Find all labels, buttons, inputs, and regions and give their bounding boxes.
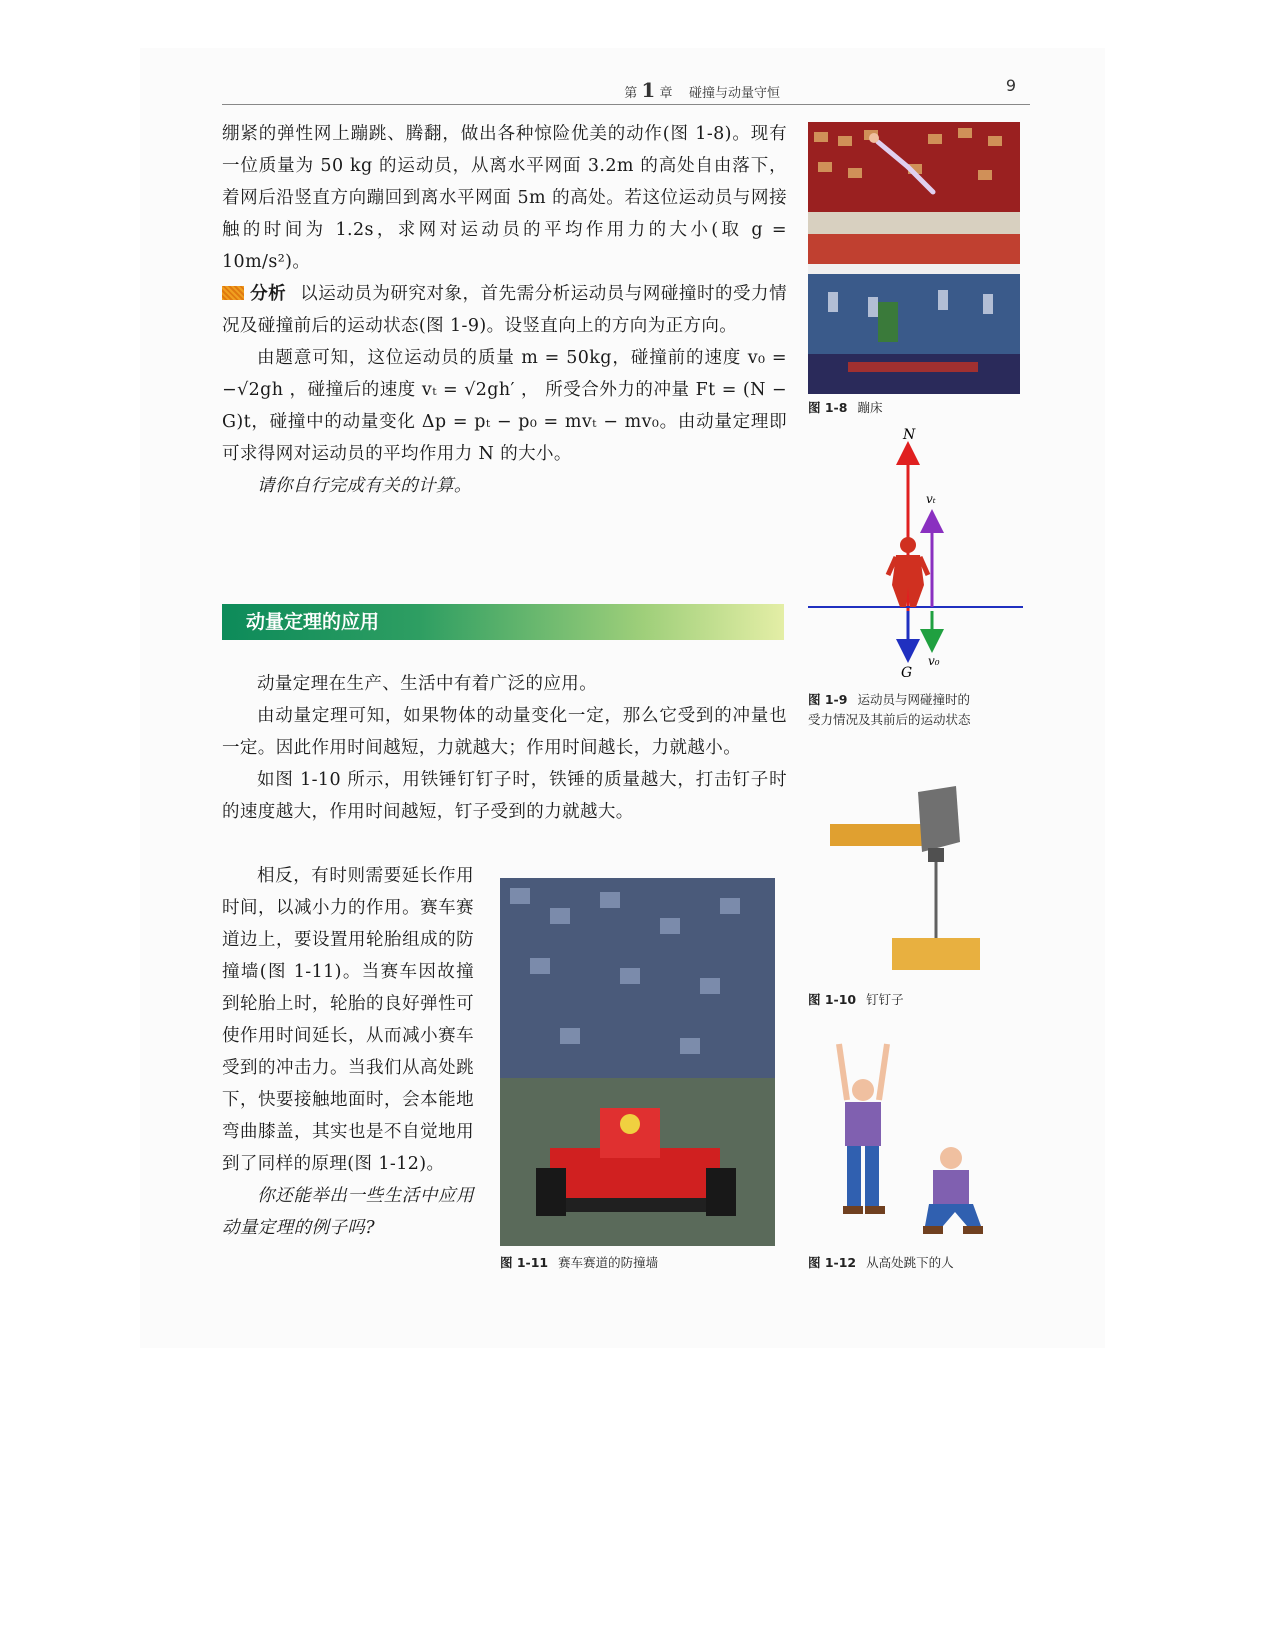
figure-title: 钉钉子	[866, 992, 904, 1007]
figure-title: 从高处跳下的人	[866, 1255, 954, 1270]
analysis-label: 分析	[250, 284, 287, 304]
analysis-marker-icon	[222, 286, 244, 300]
paragraph-problem: 绷紧的弹性网上蹦跳、腾翻，做出各种惊险优美的动作(图 1-8)。现有一位质量为 50 kg 的运动员，从离水平网面 3.2m 的高处自由落下，着网后沿竖直方向蹦回到离水平网面 5m 的高处。若这位运动员与网接触的时间为 1.2s，求网对运动员的平均作用力的大小(取 g = 10m/s²)。	[222, 124, 787, 272]
section-title-banner: 动量定理的应用	[222, 604, 784, 640]
chapter-suffix: 章	[659, 86, 673, 101]
section-paragraph-2: 由动量定理可知，如果物体的动量变化一定，那么它受到的冲量也一定。因此作用时间越短，力就越大；作用时间越长，力就越小。	[222, 706, 787, 758]
figure-number: 图 1-11	[500, 1255, 549, 1270]
crouching-person	[923, 1147, 983, 1234]
velocity-label-v0: v₀	[928, 654, 940, 668]
figure-caption-1-10	[808, 990, 904, 1010]
velocity-label-vt: vₜ	[926, 492, 936, 506]
chapter-heading	[624, 78, 780, 102]
force-label-N: N	[903, 427, 916, 443]
section-text	[222, 668, 787, 828]
chapter-title: 碰撞与动量守恒	[688, 86, 780, 101]
standing-person	[839, 1044, 887, 1214]
page-number: 9	[1005, 76, 1016, 95]
paragraph-exercise: 请你自行完成有关的计算。	[257, 476, 472, 496]
figure-title: 蹦床	[857, 400, 883, 415]
force-diagram	[808, 425, 1023, 685]
figure-caption-1-11	[500, 1253, 658, 1273]
figure-title-line2: 受力情况及其前后的运动状态	[808, 712, 971, 727]
chapter-prefix: 第	[624, 86, 638, 101]
figure-title: 赛车赛道的防撞墙	[558, 1255, 659, 1270]
chapter-number: 1	[641, 78, 656, 102]
figure-number: 图 1-8	[808, 400, 848, 415]
paragraph-analysis	[222, 278, 787, 342]
section-paragraph-4: 相反，有时则需要延长作用时间，以减小力的作用。赛车赛道边上，要设置用轮胎组成的防撞墙(图 1-11)。当赛车因故撞到轮胎上时，轮胎的良好弹性可使作用时间延长，从而减小赛车受到的冲击力。当我们从高处跳下，快要接触地面时，会本能地弯曲膝盖，其实也是不自觉地用到了同样的原理(图 1-12)。	[222, 866, 474, 1174]
section-paragraph-5: 你还能举出一些生活中应用动量定理的例子吗?	[222, 1186, 474, 1238]
figure-number: 图 1-10	[808, 992, 857, 1007]
hammer-handle	[830, 824, 930, 846]
body-text	[222, 118, 787, 502]
figure-title-line1: 运动员与网碰撞时的	[857, 692, 970, 707]
jumping-people-illustration	[825, 1040, 995, 1240]
hammer-head	[918, 786, 960, 852]
figure-caption-1-9	[808, 690, 971, 730]
paragraph-solution: 由题意可知，这位运动员的质量 m = 50kg，碰撞前的速度 v₀ = −√2gh ，碰撞后的速度 vₜ = √2gh′ ， 所受合外力的冲量 Ft = (N − G)t，碰撞中的动量变化 Δp = pₜ − p₀ = mvₜ − mv₀。由动量定理即可求得网对运动员的平均作用力 N 的大小。	[222, 348, 787, 464]
figure-number: 图 1-12	[808, 1255, 857, 1270]
hammer-nail-illustration	[830, 772, 980, 972]
figure-caption-1-12	[808, 1253, 954, 1273]
section-text-narrow	[222, 860, 474, 1244]
figure-caption-1-8	[808, 398, 882, 418]
race-car-photo	[500, 878, 775, 1246]
page-header	[222, 72, 1030, 105]
force-label-G: G	[901, 665, 913, 681]
wood-block	[892, 938, 980, 970]
trampoline-photo	[808, 122, 1020, 394]
analysis-text: 以运动员为研究对象，首先需分析运动员与网碰撞时的受力情况及碰撞前后的运动状态(图 1-9)。设竖直向上的方向为正方向。	[222, 284, 787, 336]
section-paragraph-3: 如图 1-10 所示，用铁锤钉钉子时，铁锤的质量越大，打击钉子时的速度越大，作用时间越短，钉子受到的力就越大。	[222, 770, 787, 822]
section-paragraph-1: 动量定理在生产、生活中有着广泛的应用。	[257, 674, 598, 694]
figure-number: 图 1-9	[808, 692, 848, 707]
